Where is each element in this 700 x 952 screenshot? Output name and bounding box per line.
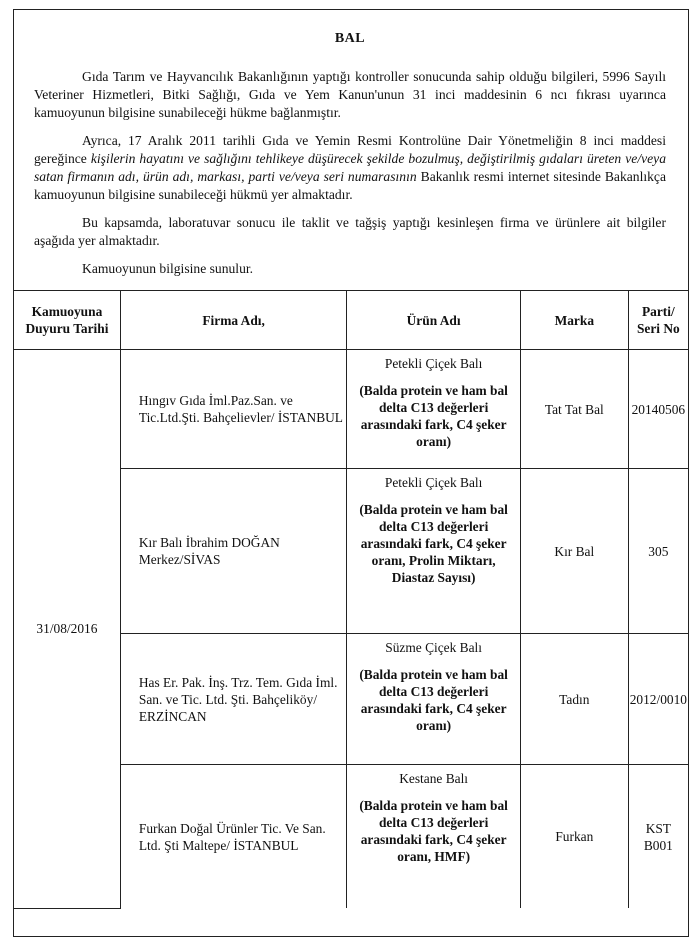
recall-table: [14, 290, 688, 909]
document-page: [13, 9, 689, 937]
product-name: Petekli Çiçek Balı: [384, 356, 483, 371]
paragraph-3: Bu kapsamda, laboratuvar sonucu ile taklit ve tağşiş yaptığı kesinleşen firma ve ürünlere ait bilgiler aşağıda yer almaktadır.: [34, 215, 666, 248]
product-cell: [347, 765, 521, 909]
brand: Tat Tat Bal: [520, 350, 628, 469]
firma-name: Kır Balı İbrahim DOĞAN Merkez/SİVAS: [120, 469, 346, 634]
product-detail: (Balda protein ve ham bal delta C13 değerleri arasındaki fark, C4 şeker oranı, HMF): [359, 798, 508, 864]
document-intro: [14, 10, 688, 278]
header-firma: Firma Adı,: [120, 291, 346, 350]
table-row: [14, 350, 688, 469]
batch-number: 20140506: [628, 350, 688, 469]
document-title: BAL: [334, 31, 366, 46]
product-detail: (Balda protein ve ham bal delta C13 değerleri arasındaki fark, C4 şeker oranı): [359, 383, 508, 449]
table-header-row: [14, 291, 688, 350]
product-name: Petekli Çiçek Balı: [384, 475, 483, 490]
product-detail: (Balda protein ve ham bal delta C13 değerleri arasındaki fark, C4 şeker oranı): [359, 667, 508, 733]
announcement-date: 31/08/2016: [14, 350, 120, 909]
brand: Kır Bal: [520, 469, 628, 634]
product-name: Süzme Çiçek Balı: [385, 640, 482, 655]
paragraph-2-italic: kişilerin hayatını ve sağlığını tehlikeye düşürecek şekilde bozulmuş, değiştirilmiş gıdaları üreten ve/veya satan firmanın adı, ürün adı, markası, parti ve/veya seri numarasının: [34, 151, 666, 184]
header-parti: Parti/ Seri No: [628, 291, 688, 350]
paragraph-2-start: Ayrıca, 17 Aralık 2011 tarihli Gıda ve Yemin Resmi Kontrolüne Dair Yönetmeliğin 8 inci maddesi gereğince: [34, 133, 666, 166]
product-cell: [347, 350, 521, 469]
batch-number: 2012/0010: [628, 634, 688, 765]
firma-name: Hıngıv Gıda İml.Paz.San. ve Tic.Ltd.Şti. Bahçelievler/ İSTANBUL: [120, 350, 346, 469]
batch-number: KST B001: [628, 765, 688, 909]
firma-name: Has Er. Pak. İnş. Trz. Tem. Gıda İml. San. ve Tic. Ltd. Şti. Bahçeliköy/ ERZİNCAN: [120, 634, 346, 765]
batch-number: 305: [628, 469, 688, 634]
brand: Furkan: [520, 765, 628, 909]
header-marka: Marka: [520, 291, 628, 350]
product-cell: [347, 469, 521, 634]
header-urun: Ürün Adı: [347, 291, 521, 350]
brand: Tadın: [520, 634, 628, 765]
paragraph-2-end: Bakanlık resmi internet sitesinde Bakanlıkça kamuoyunun bilgisine sunabileceği hükmü yer almaktadır.: [34, 169, 666, 202]
paragraph-1: Gıda Tarım ve Hayvancılık Bakanlığının yaptığı kontroller sonucunda sahip olduğu bilgileri, 5996 Sayılı Veteriner Hizmetleri, Bitki Sağlığı, Gıda ve Yem Kanun'unun 31 inci maddesinin 6 ncı fıkrası uyarınca kamuoyunun bilgisine sunabileceği hükme bağlanmıştır.: [34, 69, 666, 120]
paragraph-2: [34, 132, 666, 204]
paragraph-4: Kamuoyunun bilgisine sunulur.: [82, 261, 254, 276]
product-cell: [347, 634, 521, 765]
header-date: Kamuoyuna Duyuru Tarihi: [14, 291, 120, 350]
product-name: Kestane Balı: [399, 771, 469, 786]
firma-name: Furkan Doğal Ürünler Tic. Ve San. Ltd. Şti Maltepe/ İSTANBUL: [120, 765, 346, 909]
product-detail: (Balda protein ve ham bal delta C13 değerleri arasındaki fark, C4 şeker oranı, Prolin Miktarı, Diastaz Sayısı): [359, 502, 508, 585]
